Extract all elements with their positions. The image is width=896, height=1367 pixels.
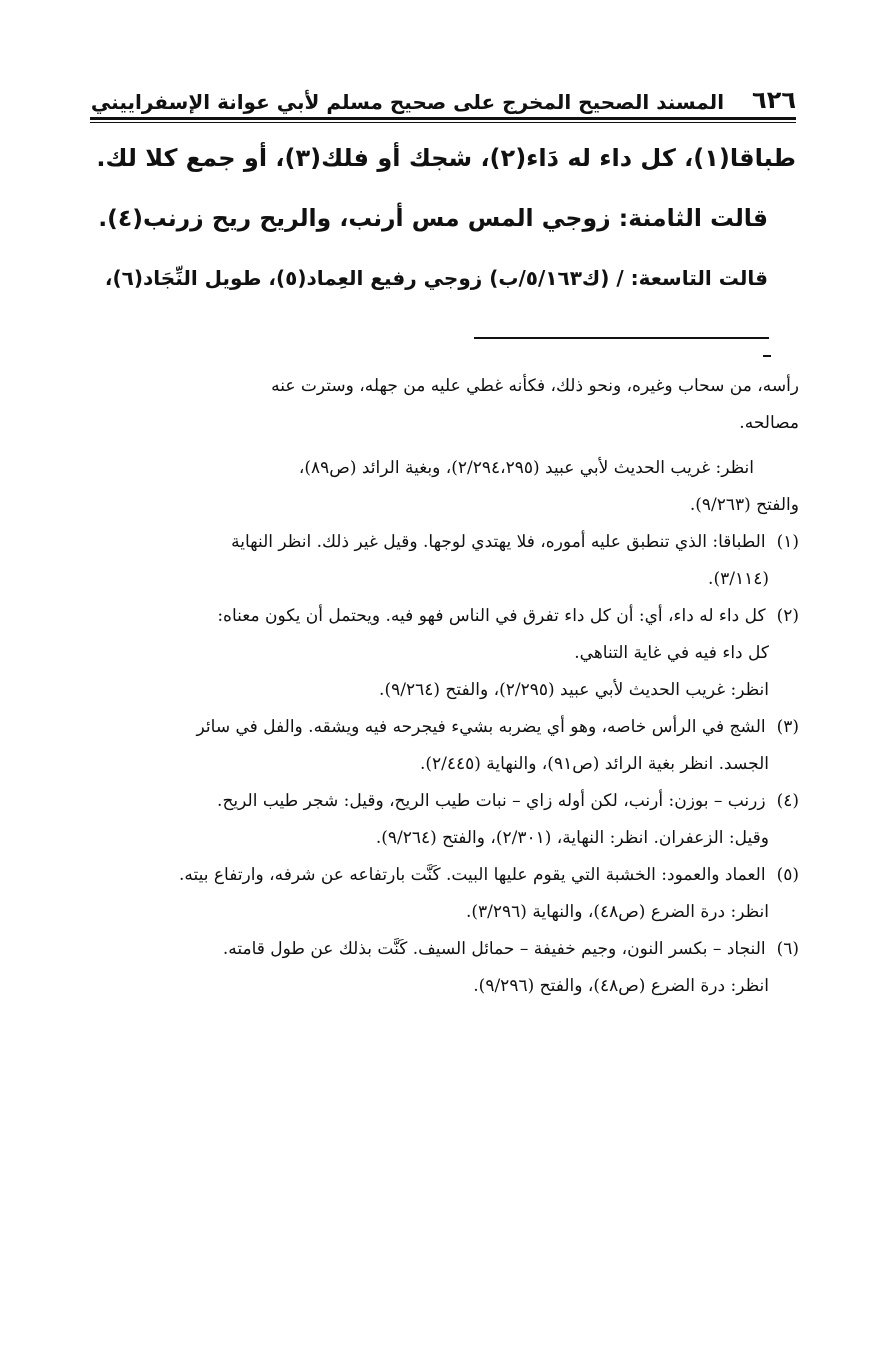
continuation-mark [763, 355, 771, 357]
footnote-line: انظر: غريب الحديث لأبي عبيد (٢/٢٩٥)، والفتح (٩/٢٦٤). [379, 680, 769, 700]
footnote-number: (٥) [776, 865, 799, 885]
footnote-3 [95, 709, 799, 783]
header-rule [90, 117, 796, 120]
footnote-line: (٣/١١٤). [708, 569, 769, 589]
footnote-line: زرنب – بوزن: أرنب، لكن أوله زاي – نبات طيب الريح، وقيل: شجر طيب الريح. [217, 791, 766, 811]
main-line-1: طباقا(١)، كل داء له دَاء(٢)، شجك أو فلك(٣)، أو جمع كلا لك. [96, 144, 796, 172]
footnote-line: انظر: درة الضرع (ص٤٨)، والفتح (٩/٢٩٦). [473, 976, 769, 996]
footnote-number: (١) [776, 532, 799, 552]
footnote-line: كل داء له داء، أي: أن كل داء تفرق في الناس فهو فيه. ويحتمل أن يكون معناه: [217, 606, 766, 626]
footnote-number: (٢) [776, 606, 799, 626]
footnote-line: وقيل: الزعفران. انظر: النهاية، (٢/٣٠١)، والفتح (٩/٢٦٤). [375, 828, 769, 848]
running-header [90, 78, 796, 114]
main-text [90, 128, 796, 308]
footnote-line: كل داء فيه في غاية التناهي. [574, 643, 769, 663]
footnote-5 [95, 857, 799, 931]
footnote-line: انظر: درة الضرع (ص٤٨)، والنهاية (٣/٢٩٦). [465, 902, 769, 922]
footnote-continuation-line-1: رأسه، من سحاب وغيره، ونحو ذلك، فكأنه غطي عليه من جهله، وسترت عنه [271, 376, 799, 396]
footnote-6 [95, 931, 799, 1005]
footnote-4 [95, 783, 799, 857]
footnote-2 [95, 598, 799, 709]
footnote-line: النجاد – بكسر النون، وجيم خفيفة – حمائل السيف. كَنَّت بذلك عن طول قامته. [222, 939, 766, 959]
footnote-1 [95, 524, 799, 598]
footnote-line: الجسد. انظر بغية الرائد (ص٩١)، والنهاية (٢/٤٤٥). [419, 754, 769, 774]
footnote-line: العماد والعمود: الخشبة التي يقوم عليها البيت. كَنَّت بارتفاعه عن شرفه، وارتفاع بيته. [178, 865, 766, 885]
footnote-continuation-line-2: مصالحه. [739, 413, 799, 433]
footnote-continuation-cite-2: والفتح (٩/٢٦٣). [689, 495, 799, 515]
main-line-3: قالت التاسعة: / (ك٥/١٦٣/ب) زوجي رفيع العِماد(٥)، طويل النِّجَاد(٦)، [104, 266, 768, 290]
footnote-line: الطباقا: الذي تنطبق عليه أموره، فلا يهتدي لوجها. وقيل غير ذلك. انظر النهاية [231, 532, 766, 552]
header-title: المسند الصحيح المخرج على صحيح مسلم لأبي عوانة الإسفراييني [90, 90, 725, 114]
page-number: ٦٢٦ [752, 86, 796, 114]
footnote-number: (٣) [776, 717, 799, 737]
footnotes [95, 368, 799, 1005]
header-rule-thin [90, 122, 796, 123]
main-line-2: قالت الثامنة: زوجي المس مس أرنب، والريح ريح زرنب(٤). [98, 204, 768, 232]
footnote-separator [474, 337, 769, 339]
footnote-continuation-cite-1: انظر: غريب الحديث لأبي عبيد (٢/٢٩٤،٢٩٥)، وبغية الرائد (ص٨٩)، [298, 458, 754, 478]
footnote-line: الشج في الرأس خاصه، وهو أي يضربه بشيء فيجرحه فيه ويشقه. والفل في سائر [196, 717, 766, 737]
footnote-number: (٦) [776, 939, 799, 959]
footnote-number: (٤) [776, 791, 799, 811]
